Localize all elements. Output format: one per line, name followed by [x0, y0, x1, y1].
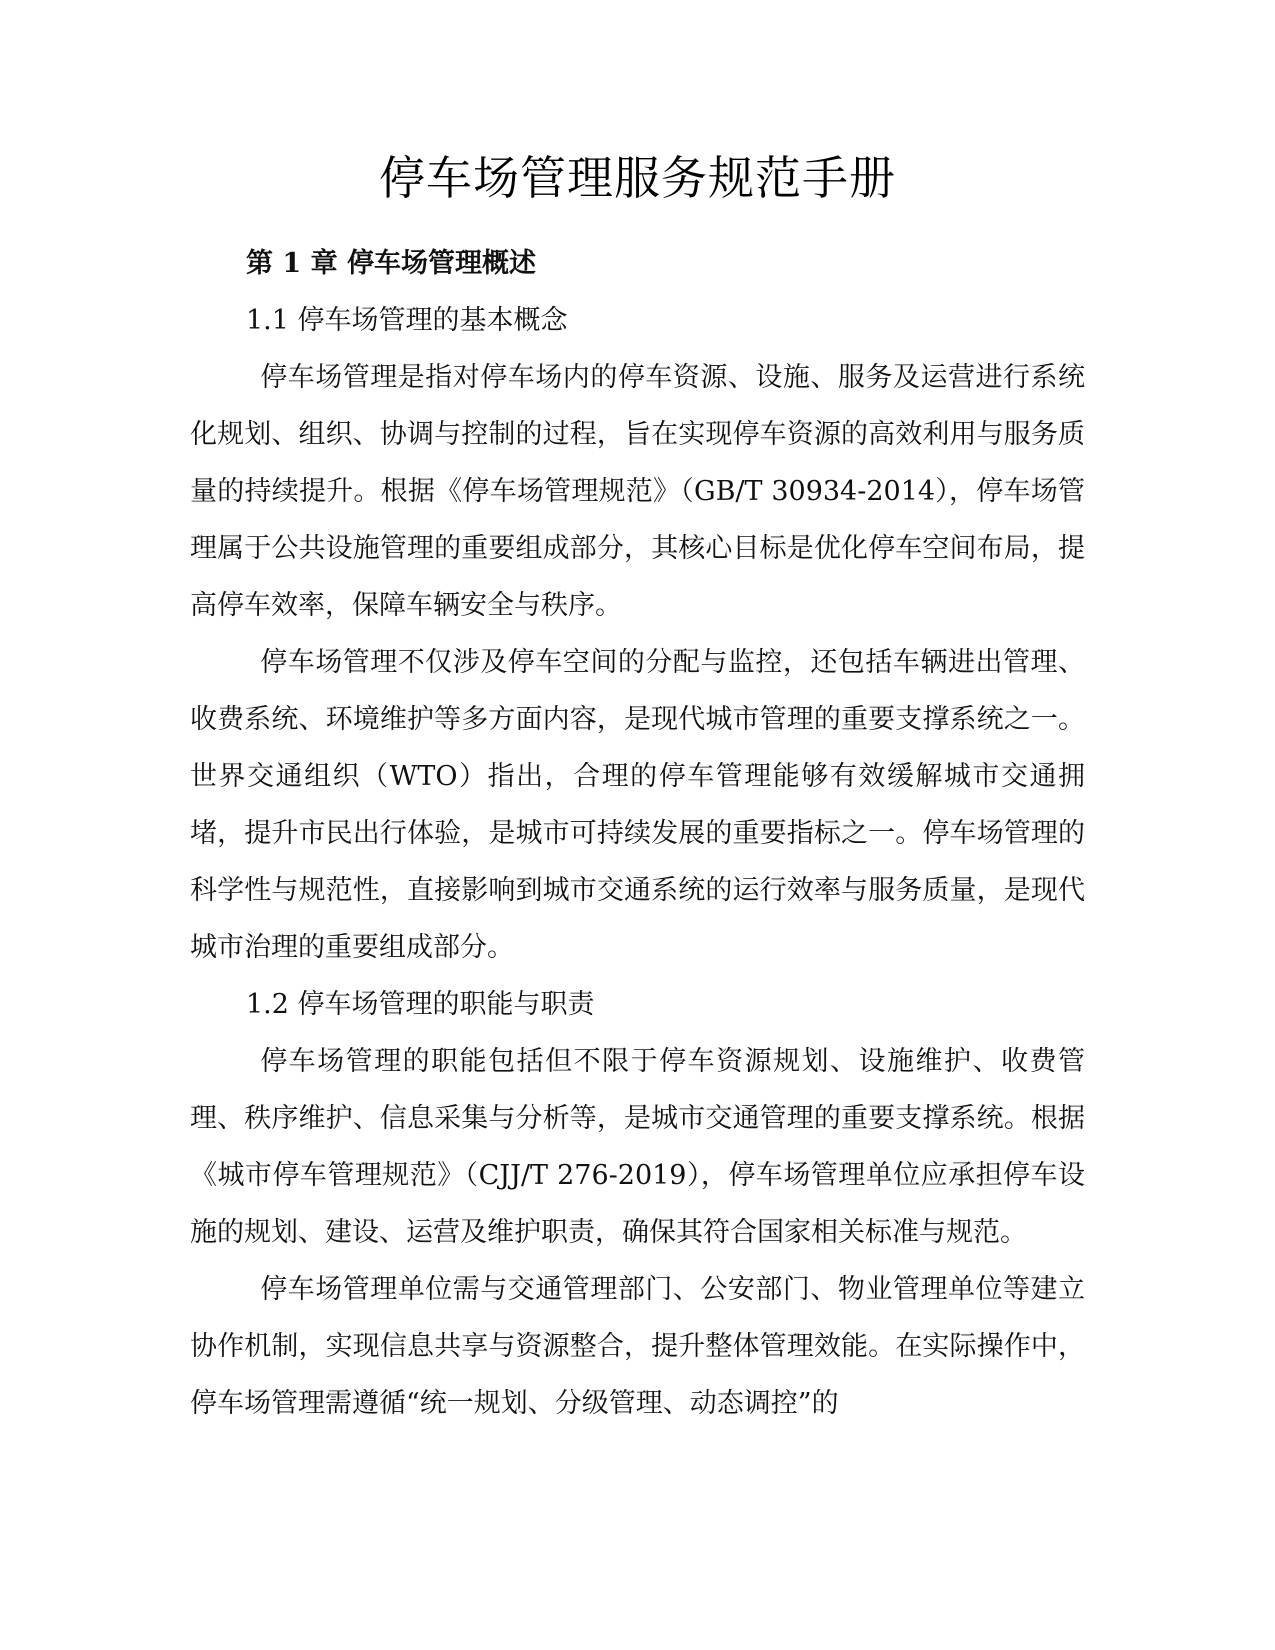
section-1-2-paragraph-2: 停车场管理单位需与交通管理部门、公安部门、物业管理单位等建立协作机制，实现信息共享与资源整合，提升整体管理效能。在实际操作中，停车场管理需遵循“统一规划、分级管理、动态调控”的	[190, 1274, 1085, 1419]
document-body	[190, 235, 1085, 1432]
chapter-1-heading: 第 1 章 停车场管理概述	[246, 248, 536, 279]
section-1-1-paragraph-2: 停车场管理不仅涉及停车空间的分配与监控，还包括车辆进出管理、收费系统、环境维护等多方面内容，是现代城市管理的重要支撑系统之一。世界交通组织（WTO）指出，合理的停车管理能够有效缓解城市交通拥堵，提升市民出行体验，是城市可持续发展的重要指标之一。停车场管理的科学性与规范性，直接影响到城市交通系统的运行效率与服务质量，是现代城市治理的重要组成部分。	[190, 647, 1085, 963]
section-1-2-paragraph-1: 停车场管理的职能包括但不限于停车资源规划、设施维护、收费管理、秩序维护、信息采集与分析等，是城市交通管理的重要支撑系统。根据《城市停车管理规范》（CJJ/T 276-2019），停车场管理单位应承担停车设施的规划、建设、运营及维护职责，确保其符合国家相关标准与规范。	[190, 1046, 1085, 1248]
document-title: 停车场管理服务规范手册	[379, 151, 896, 205]
section-1-1-paragraph-1: 停车场管理是指对停车场内的停车资源、设施、服务及运营进行系统化规划、组织、协调与控制的过程，旨在实现停车资源的高效利用与服务质量的持续提升。根据《停车场管理规范》（GB/T 30934-2014），停车场管理属于公共设施管理的重要组成部分，其核心目标是优化停车空间布局，提高停车效率，保障车辆安全与秩序。	[190, 362, 1085, 621]
section-1-1-heading: 1.1 停车场管理的基本概念	[246, 305, 568, 336]
section-1-2-heading: 1.2 停车场管理的职能与职责	[246, 989, 595, 1020]
